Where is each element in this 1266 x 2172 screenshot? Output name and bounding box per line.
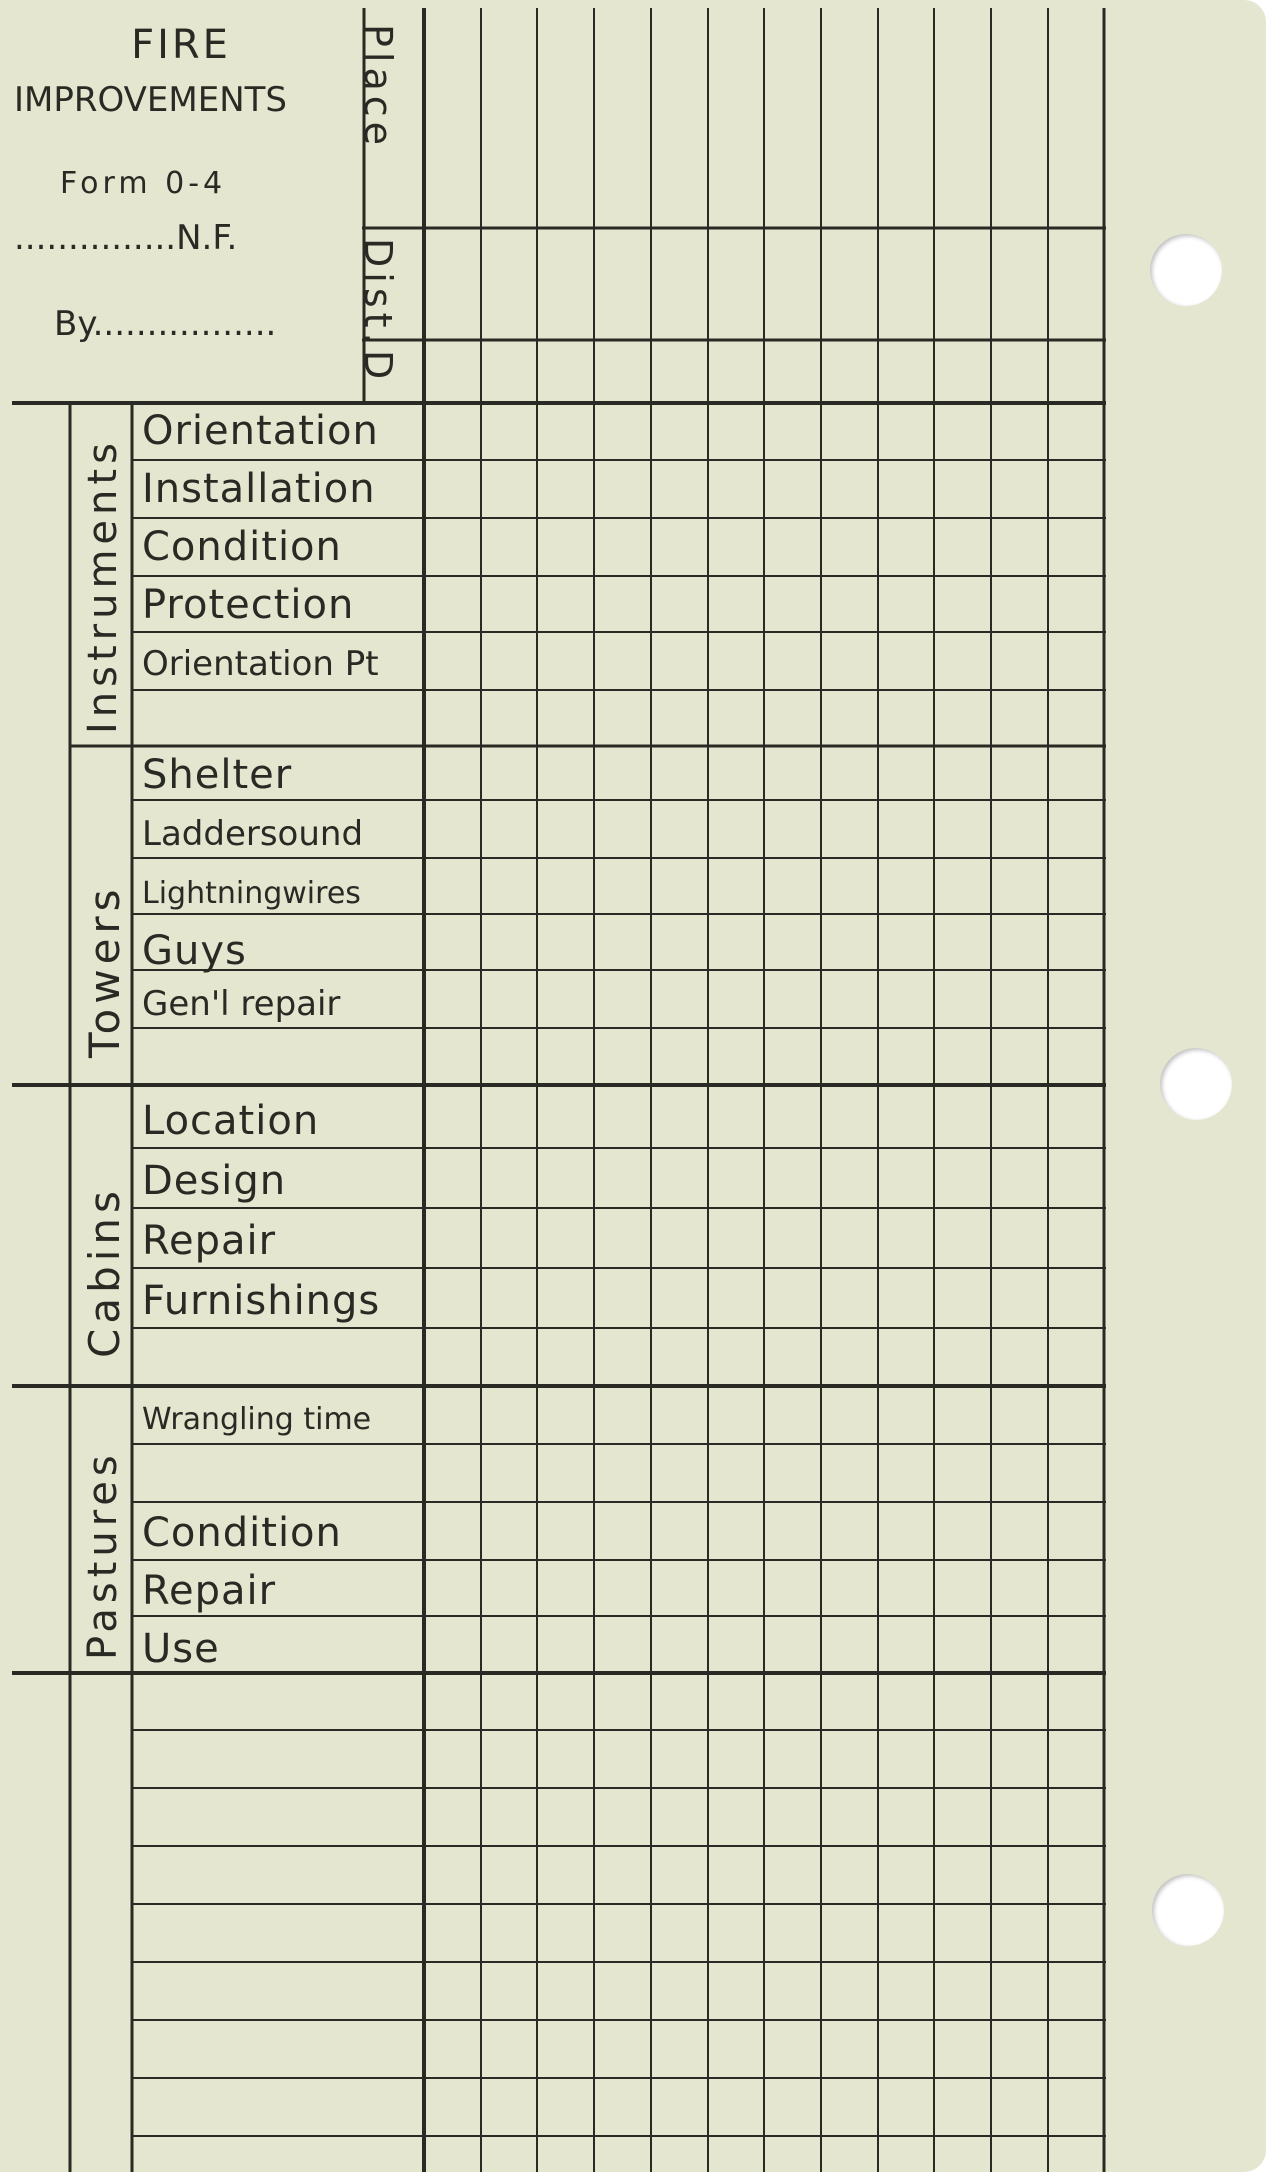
section-label-instruments: Instruments [80,438,126,734]
row-label: Protection [142,582,355,628]
row-label: Condition [142,1510,342,1556]
row-label: Condition [142,524,342,570]
row-label: Wrangling time [142,1402,372,1437]
row-label: Orientation Pt [142,644,379,684]
row-label: Installation [142,466,376,512]
by-field-label: By................. [54,304,277,344]
row-label: Laddersound [142,814,364,854]
row-label: Shelter [142,752,293,798]
row-label: Gen'l repair [142,984,341,1024]
place-header: Place [356,24,400,151]
row-label: Lightningwires [142,876,361,911]
binder-hole [1150,234,1222,306]
section-label-pastures: Pastures [80,1450,126,1660]
binder-hole [1152,1874,1224,1946]
row-label: Furnishings [142,1278,381,1324]
row-label: Design [142,1158,287,1204]
form-title: FIRE [131,22,231,68]
section-label-cabins: Cabins [80,1186,129,1358]
section-label-towers: Towers [80,884,129,1058]
nf-field-label: ...............N.F. [14,218,238,258]
binder-hole [1160,1048,1232,1120]
row-label: Use [142,1626,220,1672]
row-label: Orientation [142,408,379,454]
row-label: Guys [142,928,247,974]
district-d-header: D [356,350,400,385]
form-subtitle: IMPROVEMENTS [14,80,287,120]
district-header: Dist. [356,238,400,350]
row-label: Location [142,1098,320,1144]
row-label: Repair [142,1568,277,1614]
row-label: Repair [142,1218,277,1264]
form-number: Form 0-4 [60,166,227,201]
